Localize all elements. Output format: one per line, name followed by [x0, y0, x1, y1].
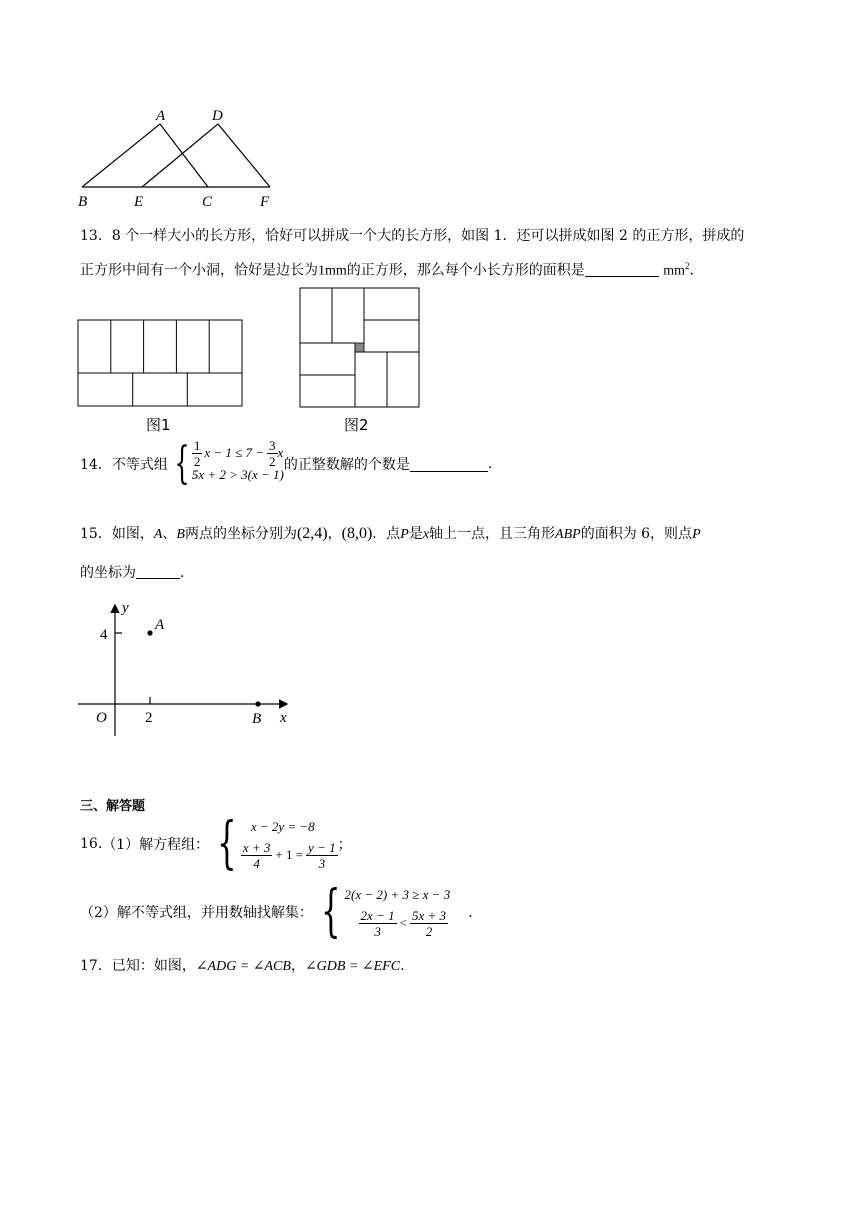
segment-AC	[160, 124, 208, 187]
label-C: C	[202, 194, 213, 210]
label-E: E	[134, 194, 144, 210]
q15-line2: 的坐标为 .	[80, 565, 185, 581]
q15-line1: 15．如图，A、B两点的坐标分别为(2,4)，(8,0)．点P是x轴上一点，且三角形ABP的面积为 6，则点P	[80, 525, 701, 542]
q13-unit: 1mm	[318, 263, 347, 279]
point-B-label: B	[252, 711, 262, 727]
q16-part1	[80, 811, 352, 876]
q14-prefix: 不等式组	[111, 457, 168, 473]
label-F: F	[260, 194, 270, 210]
x-axis-label: x	[280, 710, 287, 726]
q16-part1-label: （1）解方程组：	[102, 837, 210, 853]
section-3-title: 三、解答题	[80, 799, 146, 814]
q15-answer-blank[interactable]	[136, 564, 180, 579]
triangles-figure	[70, 104, 290, 212]
segment-AB	[82, 124, 160, 187]
y-axis-label: y	[122, 600, 129, 616]
label-A: A	[156, 108, 166, 124]
point-A	[147, 630, 152, 635]
figure-1-caption: 图1	[146, 416, 171, 434]
segment-DE	[142, 124, 218, 187]
figure-2	[298, 286, 422, 410]
q13-line2	[80, 256, 704, 282]
q14-suffix: 的正整数解的个数是	[283, 457, 410, 473]
q16-part2	[80, 879, 483, 944]
q14-system: { $\frac{1}{2}$ x − 1 ≤ 7 − $\frac{3}{2}$ x 5x + 2 > 3(x − 1)	[174, 437, 284, 489]
q14-end: .	[487, 456, 493, 472]
y-tick-label: 4	[100, 627, 108, 643]
q16-ineq1: 2(x − 2) + 3 ≥ x − 3	[344, 887, 451, 902]
q13-text-1: 8 个一样大小的长方形，恰好可以拼成一个大的长方形，如图 1．还可以拼成如图 2 的正方形，拼成的	[111, 228, 745, 244]
point-A-label: A	[155, 617, 165, 633]
origin-label: O	[96, 710, 107, 726]
q16-system-2: { 2(x − 2) + 3 ≥ x − 3 $\frac{2x - 1}{3}$ < $\frac{5x + 3}{2}$	[320, 879, 451, 944]
q16-part2-end: ．	[468, 905, 483, 921]
q16-part1-end: ；	[337, 837, 352, 853]
label-D: D	[212, 108, 223, 124]
q16-eq1: x − 2y = −8	[250, 819, 315, 834]
q13-text-2a: 正方形中间有一个小洞，恰好是边长为	[80, 262, 318, 279]
q16-system-1: { x − 2y = −8 $\frac{x + 3}{4}$ + 1 = $\frac{y - 1}{3}$	[217, 811, 336, 876]
q17: 17．已知：如图，∠ADG = ∠ACB，∠GDB = ∠EFC.	[80, 958, 405, 974]
q13-end: ．	[689, 262, 704, 279]
q14-ineq2: 5x + 2 > 3(x − 1)	[191, 467, 284, 482]
x-tick-label: 2	[145, 710, 153, 726]
q16-part2-label: （2）解不等式组，并用数轴找解集：	[80, 905, 313, 921]
figure-1	[76, 318, 246, 410]
q16-number: 16.	[80, 836, 103, 852]
q13-answer-unit-sup: 2	[685, 261, 690, 271]
figure-2-caption: 图2	[344, 416, 369, 434]
q13-text-2b: 的正方形，那么每个小长方形的面积是	[346, 262, 585, 279]
q13-line1	[80, 226, 744, 246]
q16-eq2: $\frac{x + 3}{4}$ + 1 = $\frac{y - 1}{3}$	[242, 839, 336, 871]
point-B	[255, 701, 260, 706]
q13-answer-blank[interactable]	[585, 262, 659, 277]
label-B: B	[78, 194, 88, 210]
segment-DF	[218, 124, 270, 187]
q14-ineq1: $\frac{1}{2}$ x − 1 ≤ 7 − $\frac{3}{2}$ x	[193, 437, 284, 469]
q14	[80, 437, 493, 489]
small-hole	[355, 343, 364, 352]
q13-number: 13．	[80, 228, 112, 244]
coordinate-figure	[72, 596, 302, 746]
q16-ineq2: $\frac{2x - 1}{3}$ < $\frac{5x + 3}{2}$	[360, 907, 446, 939]
q14-answer-blank[interactable]	[410, 457, 488, 472]
q13-answer-unit: mm	[663, 263, 686, 279]
q14-number: 14．	[80, 457, 112, 473]
